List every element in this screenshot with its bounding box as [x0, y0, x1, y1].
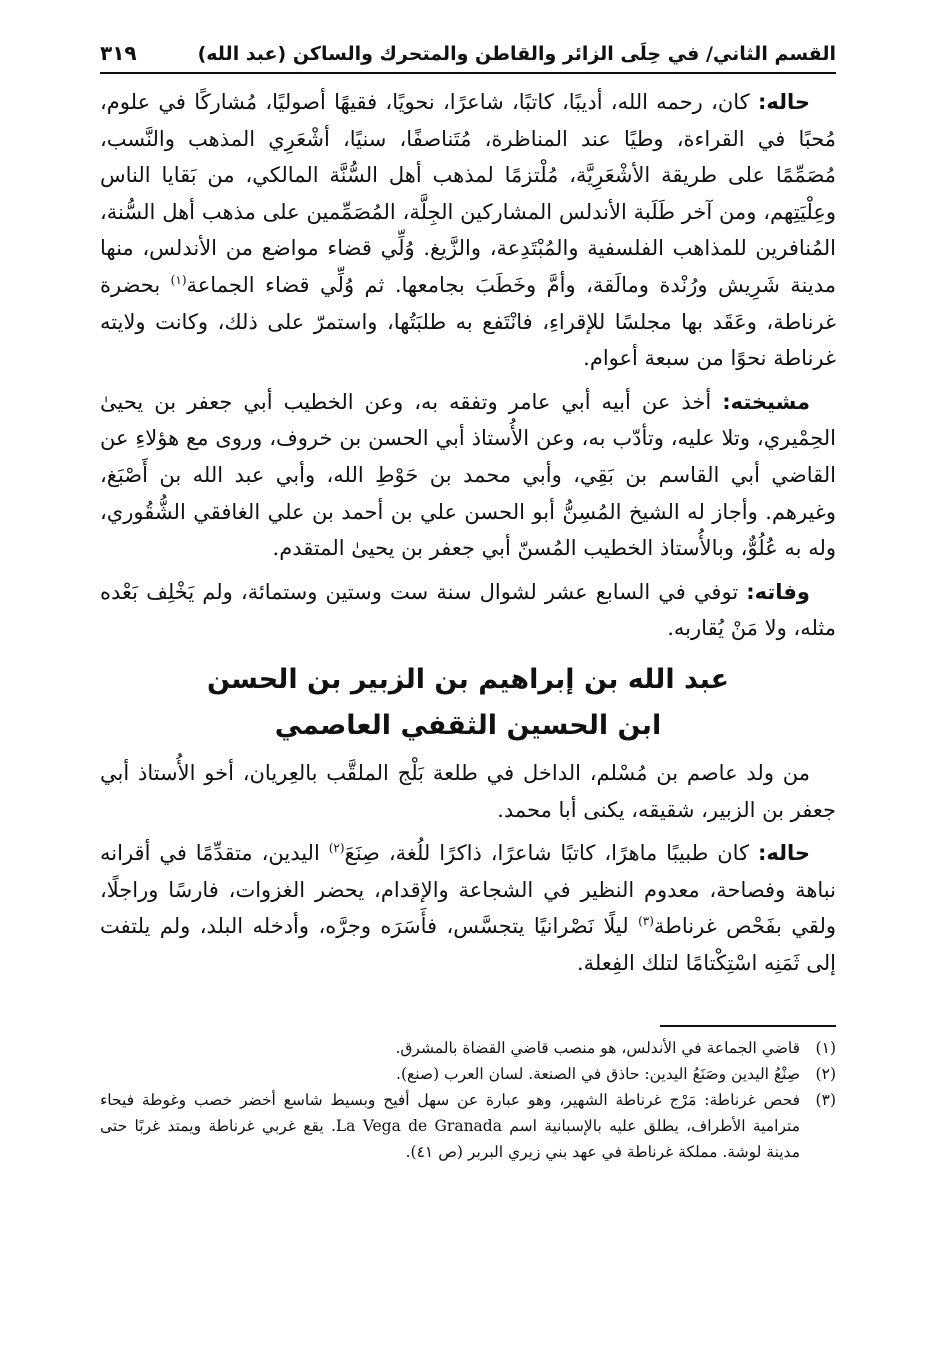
footnote-text: قاضي الجماعة في الأندلس، هو منصب قاضي القضاة بالمشرق.	[395, 1039, 800, 1058]
paragraph-text: توفي في السابع عشر لشوال سنة ست وستين وستمائة، ولم يَخْلِف بَعْده مثله، ولا مَنْ يُقاربه.	[100, 579, 836, 641]
footnote-text: فحص غرناطة: مَرْج غرناطة الشهير، وهو عبارة عن سهل أفيح وبسيط شاسع أخضر خصب وغوطة فيحاء مترامية الأطراف، يطلق عليه بالإسبانية اسم La Vega de Granada. يقع غربي غرناطة ويمتد غربًا حتى مدينة لوشة. مملكة غرناطة في عهد بني زيري البربر (ص ٤١).	[100, 1091, 800, 1162]
paragraph-text-cont: ليلًا نَصْرانيًا يتجسَّس، فأَسَرَه وجرَّه، وأدخله البلد، ولم يلتفت إلى ثَمَنِه اسْتِكْتامًا لتلك الفِعلة.	[100, 914, 836, 975]
paragraph-hal-2	[100, 835, 836, 981]
page-number: ٣١٩	[100, 41, 137, 65]
footnote-marker: (١)	[170, 272, 187, 287]
paragraph-mashyakha	[100, 384, 836, 567]
footnote-item	[100, 1035, 836, 1061]
footnote-marker: (٣)	[638, 914, 654, 929]
footnote-number: (٣)	[815, 1091, 836, 1110]
paragraph-lead: حاله:	[757, 90, 810, 114]
footnote-divider	[660, 1025, 836, 1027]
entry-title-line-1: عبد الله بن إبراهيم بن الزبير بن الحسن	[206, 663, 730, 695]
paragraph-lineage	[100, 755, 836, 828]
paragraph-text-cont: بحضرة غرناطة، وعَقَد بها مجلسًا للإقراءِ، فانْتَفع به طلبَتُها، واستمرّ على ذلك، وكانت ولايته غرناطة نحوًا من سبعة أعوام.	[100, 272, 836, 371]
paragraph-text-cont: اليدين، متقدِّمًا في أقرانه نباهة وفصاحة، معدوم النظير في الشجاعة والإقدام، يحضر الغزوات، فارسًا وراجلًا، ولقي بفَحْص غرناطة	[100, 841, 836, 939]
footnote-item	[100, 1061, 836, 1087]
footnote-number: (٢)	[815, 1065, 836, 1084]
entry-body-previous	[100, 84, 836, 981]
paragraph-wafat	[100, 574, 836, 647]
paragraph-lead: حاله:	[757, 841, 810, 866]
paragraph-lead: مشيخته:	[722, 389, 810, 414]
footnote-item	[100, 1087, 836, 1165]
book-page	[100, 38, 836, 1165]
running-header	[100, 38, 836, 74]
entry-title	[100, 657, 836, 749]
footnotes	[100, 1035, 836, 1165]
paragraph-text: أخذ عن أبيه أبي عامر وتفقه به، وعن الخطيب أبي جعفر بن يحيىٰ الحِمْيري، وتلا عليه، وتأدّب به، وعن الأُستاذ أبي الحسن بن خروف، وروى مع هؤلاءِ عن القاضي أبي القاسم بن بَقِي، وأبي محمد بن حَوْطِ الله، وأبي عبد الله بن أَصْبَغ، وغيرهم. وأجاز له الشيخ المُسِنُّ أبو الحسن علي بن أحمد بن علي الغافقي الشُّقُوري، وله به عُلُوٌّ، وبالأُستاذ الخطيب المُسنّ أبي جعفر بن يحيىٰ المتقدم.	[100, 389, 836, 561]
footnote-number: (١)	[815, 1039, 836, 1058]
header-title: القسم الثاني/ في حِلَى الزائر والقاطن والمتحرك والساكن (عبد الله)	[197, 43, 836, 65]
footnote-text: صِنْعُ اليدين وصَنَعُ اليدين: حاذق في الصنعة. لسان العرب (صنع).	[396, 1065, 800, 1084]
entry-title-line-2: ابن الحسين الثقفي العاصمي	[274, 709, 662, 741]
paragraph-text: كان، رحمه الله، أديبًا، كاتبًا، شاعرًا، نحويًا، فقيهًا أصوليًا، مُشاركًا في علوم، مُحبًا في القراءة، وطيًا عند المناظرة، مُتَناصفًا، سنيًا، أشْعَرِي المذهب والنَّسب، مُصَمِّمًا على طريقة الأشْعَرِيَّة، مُلْتزمًا لمذهب أهل السُّنَّة المالكي، من بَقايا الناس وعِلْيَتِهم، ومن آخر طَلَبة الأندلس المشاركين الجِلَّة، المُصَمِّمين على مذهب أهل السُّنة، المُنافرين للمذاهب الفلسفية والمُبْتَدِعة، والزَّيغ. وُلِّي قضاء مواضع من الأندلس، منها مدينة شَرِيش ورُنْدة ومالَقة، وأمَّ وخَطَبَ بجامعها. ثم وُلِّي قضاء الجماعة	[100, 90, 836, 297]
paragraph-text: كان طبيبًا ماهرًا، كاتبًا شاعرًا، ذاكرًا للُغة، صِنَعَ	[344, 841, 758, 866]
footnote-marker: (٢)	[328, 841, 345, 856]
paragraph-text: من ولد عاصم بن مُسْلم، الداخل في طلعة بَلْج الملقَّب بالعِريان، أخو الأُستاذ أبي جعفر بن الزبير، شقيقه، يكنى أبا محمد.	[100, 760, 836, 822]
paragraph-lead: وفاته:	[746, 579, 810, 604]
paragraph-hal	[100, 84, 836, 377]
